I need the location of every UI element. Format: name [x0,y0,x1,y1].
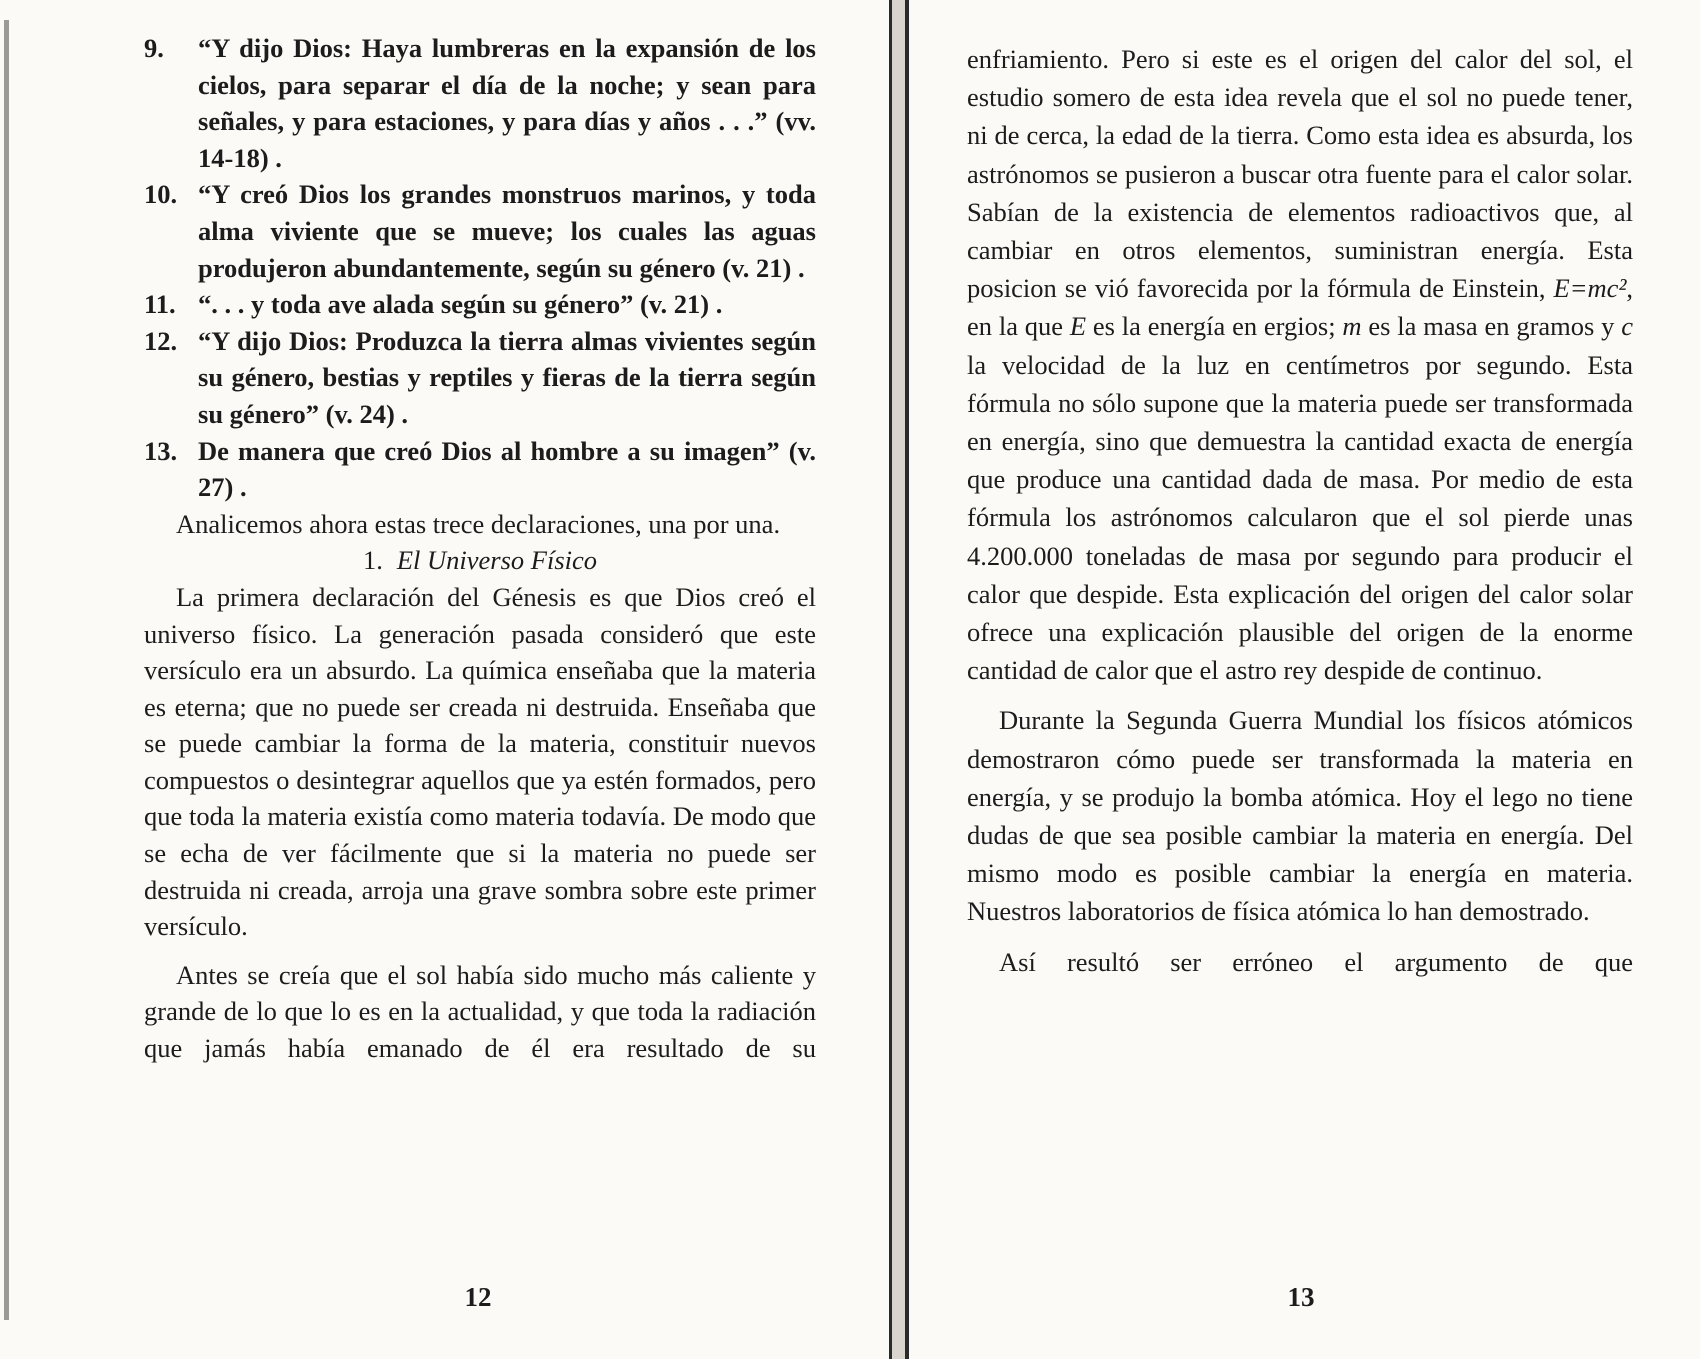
paragraph-text: , en la que [967,273,1634,342]
list-item [144,176,816,286]
book-gutter [892,0,905,1359]
body-paragraph: Así resultó ser erróneo el argumento de que [999,946,1633,977]
symbol-c: c [1621,311,1634,342]
body-paragraph [967,40,1633,689]
section-title: El Universo Físico [396,545,598,576]
right-page-text [967,40,1633,981]
einstein-formula: E=mc² [1553,273,1627,304]
list-number: 13. [144,435,178,466]
list-number: 11. [144,289,176,320]
list-item [144,30,816,176]
list-number: 12. [144,325,178,356]
page-number: 12 [464,1282,492,1312]
list-text: “Y dijo Dios: Haya lumbreras en la expansión de los cielos, para separar el día de la noche; y sean para señales, y para estaciones, y para días y años . . .” (vv. 14-18) . [198,33,816,173]
body-paragraph: La primera declaración del Génesis es que Dios creó el universo físico. La generación pasada consideró que este versículo era un absurdo. La química enseñaba que la materia es eterna; que no puede ser creada ni destruida. Enseñaba que se puede cambiar la forma de la materia, constituir nuevos compuestos o desintegrar aquellos que ya estén formados, pero que toda la materia existía como materia todavía. De modo que se echa de ver fácilmente que si la materia no puede ser destruida ni creada, arroja una grave sombra sobre este primer versículo. [144,581,816,942]
list-text: “Y dijo Dios: Produzca la tierra almas vivientes según su género, bestias y reptiles y fieras de la tierra según su género” (v. 24) . [198,325,816,429]
body-paragraph: Durante la Segunda Guerra Mundial los físicos atómicos demostraron cómo puede ser transformada la materia en energía, y se produjo la bomba atómica. Hoy el lego no tiene dudas de que sea posible cambiar la materia en energía. Del mismo modo es posible cambiar la energía en materia. Nuestros laboratorios de física atómica lo han demostrado. [967,705,1633,927]
paragraph-text: es la energía en ergios; [1092,311,1336,342]
left-page-text [144,30,816,1067]
list-text: De manera que creó Dios al hombre a su imagen” (v. 27) . [198,435,816,503]
body-paragraph: Antes se creía que el sol había sido mucho más caliente y grande de lo que lo es en la actualidad, y que toda la radiación que jamás había emanado de él era resultado de su [144,959,816,1064]
list-item [144,323,816,433]
list-number: 9. [144,33,164,63]
symbol-m: m [1342,311,1362,342]
intro-paragraph: Analicemos ahora estas trece declaraciones, una por una. [176,508,781,539]
symbol-e: E [1069,311,1087,342]
paragraph-text: es la masa en gramos y [1368,311,1615,342]
section-number: 1. [362,545,383,576]
right-page [905,0,1700,1359]
list-text: “. . . y toda ave alada según su género” (v. 21) . [198,289,723,320]
section-heading [144,542,816,579]
list-item [144,433,816,506]
paragraph-text: enfriamiento. Pero si este es el origen del calor del sol, el estudio somero de esta idea revela que el sol no puede tener, ni de cerca, la edad de la tierra. Como esta idea es absurda, los astrónomos se pusieron a buscar otra fuente para el calor solar. Sabían de la existencia de elementos radioactivos que, al cambiar en otros elementos, suministran energía. Esta posicion se vió favorecida por la fórmula de Einstein, [967,44,1633,304]
list-item [144,286,816,323]
paragraph-text: la velocidad de la luz en centímetros por segundo. Esta fórmula no sólo supone que la materia puede ser transformada en energía, sino que demuestra la cantidad exacta de energía que produce una cantidad dada de masa. Por medio de esta fórmula los astrónomos calcularon que el sol pierde unas 4.200.000 toneladas de masa por segundo para producir el calor que despide. Esta explicación del origen del calor solar ofrece una explicación plausible del origen de la enorme cantidad de calor que el astro rey despide de continuo. [967,349,1633,686]
list-text: “Y creó Dios los grandes monstruos marinos, y toda alma viviente que se mueve; los cuales las aguas produjeron abundantemente, según su género (v. 21) . [198,179,816,283]
binding-shadow [4,20,9,1320]
page-number: 13 [1287,1282,1315,1312]
list-number: 10. [144,179,178,210]
